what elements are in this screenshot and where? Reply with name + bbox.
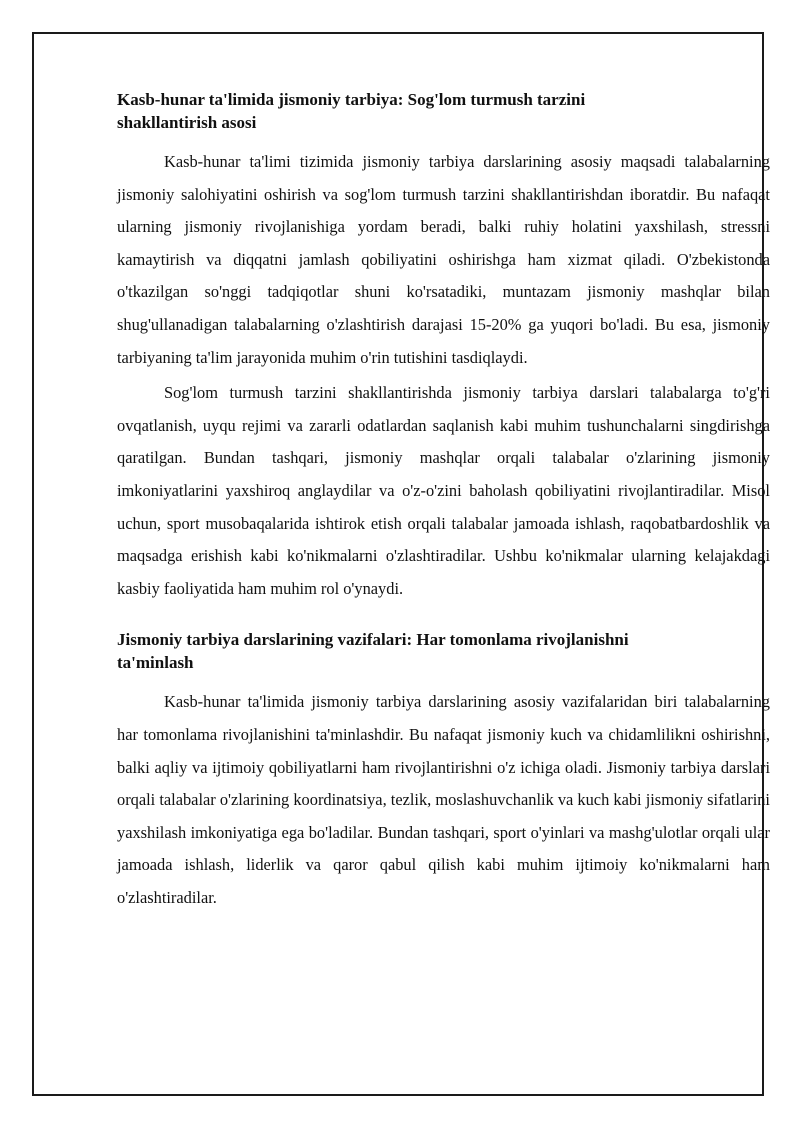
section-heading-1: Kasb-hunar ta'limida jismoniy tarbiya: Sog'lom turmush tarzini shakllantirish asosi [117,90,586,132]
body-paragraph: Kasb-hunar ta'limi tizimida jismoniy tarbiya darslarining asosiy maqsadi talabalarning jismoniy salohiyatini oshirish va sog'lom turmush tarzini shakllantirishdan iboratdir. Bu nafaqat ularning jismoniy rivojlanishiga yordam beradi, balki ruhiy holatini yaxshilash, stressni kamaytirish va diqqatni jamlash qobiliyatini oshirishga ham xizmat qiladi. O'zbekistonda o'tkazilgan so'nggi tadqiqotlar shuni ko'rsatadiki, muntazam jismoniy mashqlar bilan shug'ullanadigan talabalarning o'zlashtirish darajasi 15-20% ga yuqori bo'ladi. Bu esa, jismoniy tarbiyaning ta'lim jarayonida muhim o'rin tutishini tasdiqlaydi. [117,152,770,367]
body-paragraph: Kasb-hunar ta'limida jismoniy tarbiya darslarining asosiy vazifalaridan biri talabalarning har tomonlama rivojlanishini ta'minlashdir. Bu nafaqat jismoniy kuch va chidamlilikni oshirishni, balki aqliy va ijtimoiy qobiliyatlarni ham rivojlantirishni o'z ichiga oladi. Jismoniy tarbiya darslari orqali talabalar o'zlarining koordinatsiya, tezlik, moslashuvchanlik va kuch kabi jismoniy sifatlarini yaxshilash imkoniyatiga ega bo'ladilar. Bundan tashqari, sport o'yinlari va mashg'ulotlar orqali ular jamoada ishlash, liderlik va qaror qabul qilish kabi muhim ijtimoiy ko'nikmalarni ham o'zlashtiradilar. [117,692,770,907]
body-paragraph: Sog'lom turmush tarzini shakllantirishda jismoniy tarbiya darslari talabalarga to'g'ri ovqatlanish, uyqu rejimi va zararli odatlardan saqlanish kabi muhim tushunchalarni singdirishga qaratilgan. Bundan tashqari, jismoniy mashqlar orqali talabalar o'zlarining jismoniy imkoniyatlarini yaxshiroq anglaydilar va o'z-o'zini baholash qobiliyatini rivojlantiradilar. Misol uchun, sport musobaqalarida ishtirok etish orqali talabalar jamoada ishlash, raqobatbardoshlik va maqsadga erishish kabi ko'nikmalarni o'zlashtiradilar. Ushbu ko'nikmalar ularning kelajakdagi kasbiy faoliyatida ham muhim rol o'ynaydi. [117,383,770,598]
section-heading-2: Jismoniy tarbiya darslarining vazifalari: Har tomonlama rivojlanishni ta'minlash [117,630,629,673]
document-body [117,88,770,914]
